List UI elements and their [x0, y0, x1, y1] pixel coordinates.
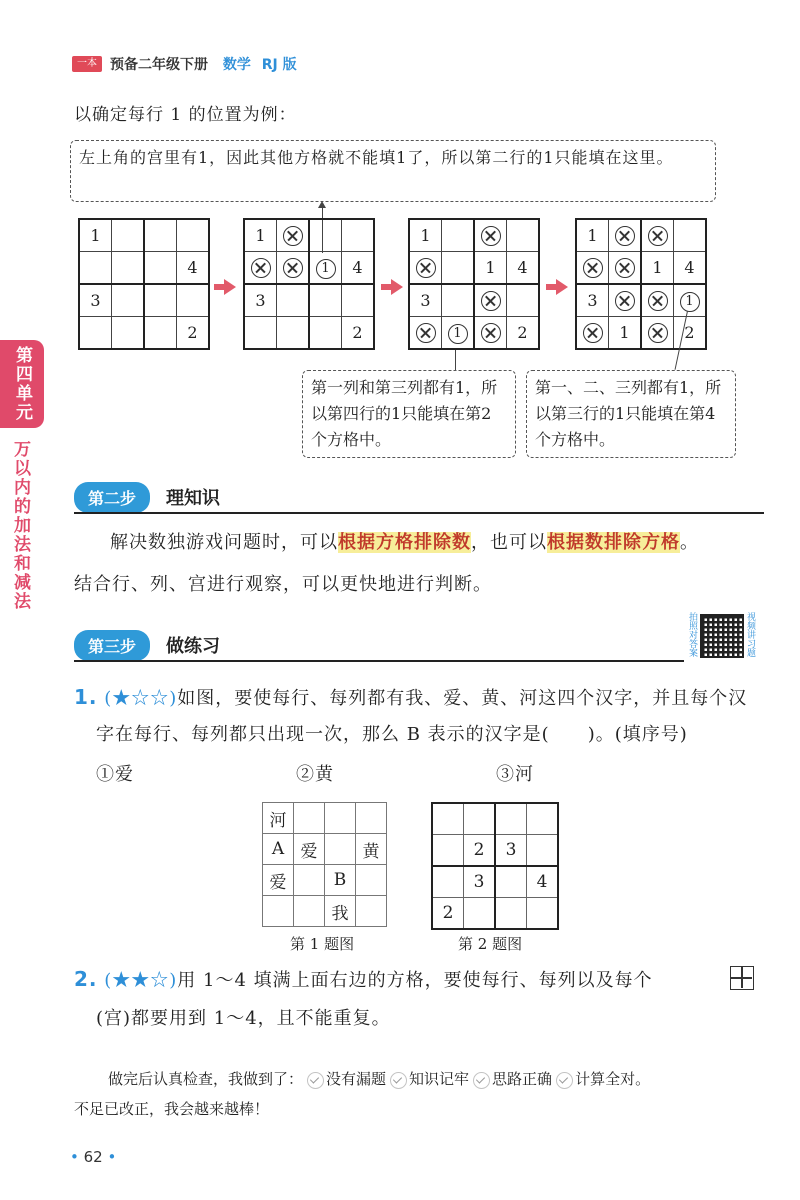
grid-cell: 黄: [356, 834, 387, 865]
grid-cell: [674, 284, 707, 317]
grid-cell: [309, 219, 342, 252]
grid-cell: [495, 866, 527, 898]
grid-cell: 1: [79, 219, 112, 252]
cross-circle-icon: [481, 226, 501, 246]
cross-circle-icon: [416, 258, 436, 278]
step3-rule: [74, 660, 684, 662]
figure-2-caption: 第 2 题图: [458, 935, 523, 953]
grid-cell: 1: [576, 219, 609, 252]
grid-cell: 爱: [263, 865, 294, 896]
cross-circle-icon: [251, 258, 271, 278]
para-text-1: 解决数独游戏问题时，可以: [110, 532, 338, 553]
cross-circle-icon: [283, 258, 303, 278]
q2-text1: 用 1～4 填满上面右边的方格，要使每行、每列以及每个: [177, 970, 653, 991]
checklist: [108, 1068, 650, 1089]
page-number: • 62 •: [70, 1148, 117, 1166]
grid-cell: 3: [409, 284, 442, 317]
grid-cell: [641, 284, 674, 317]
grid-cell: 4: [674, 252, 707, 285]
grid-cell: [674, 219, 707, 252]
logo: 一本: [72, 56, 102, 72]
figure-1-grid: [262, 802, 387, 927]
note-top: 左上角的宫里有1，因此其他方格就不能填1了，所以第二行的1只能填在这里。: [70, 140, 716, 202]
page-number-value: 62: [83, 1148, 103, 1166]
grid-cell: 我: [325, 896, 356, 927]
grid-cell: [177, 284, 210, 317]
q1-text1: 如图，要使每行、每列都有我、爱、黄、河这四个汉字，并且每个汉: [177, 688, 748, 709]
grid-cell: 2: [432, 898, 464, 930]
step2-rule: [74, 512, 764, 514]
checklist-item: 知识记牢: [409, 1070, 470, 1088]
figure-1-caption: 第 1 题图: [290, 935, 355, 953]
q1-stars: (★☆☆): [104, 688, 178, 709]
grid-cell: [112, 252, 145, 285]
grid-cell: [432, 866, 464, 898]
grid-cell: [177, 219, 210, 252]
grid-cell: [263, 896, 294, 927]
grid-cell: 河: [263, 803, 294, 834]
step3-badge: 第三步: [74, 630, 150, 661]
q1-line1: [74, 684, 784, 712]
check-icon[interactable]: [307, 1072, 324, 1089]
checklist-item: 思路正确: [492, 1070, 553, 1088]
grid-cell: [474, 317, 507, 350]
grid-cell: [442, 219, 475, 252]
grid-cell: [474, 284, 507, 317]
grid-cell: [112, 317, 145, 350]
qr-label-right: 视频讲习题: [745, 612, 755, 657]
grid-cell: [609, 284, 642, 317]
cross-circle-icon: [615, 291, 635, 311]
cross-circle-icon: [648, 226, 668, 246]
example-grid-2: [243, 218, 375, 350]
grid-cell: [325, 803, 356, 834]
grid-cell: [144, 284, 177, 317]
q1-number: 1.: [74, 685, 98, 709]
grid-cell: 2: [674, 317, 707, 350]
check-icon[interactable]: [556, 1072, 573, 1089]
checklist-lead: 做完后认真检查，我做到了：: [108, 1070, 304, 1088]
arrow-1: [214, 279, 236, 295]
grid-cell: 爱: [294, 834, 325, 865]
grid-cell: 1: [474, 252, 507, 285]
grid-cell: [342, 219, 375, 252]
grid-cell: [244, 252, 277, 285]
book-title: 预备二年级下册: [110, 57, 208, 73]
grid-cell: [576, 252, 609, 285]
grid-cell: 2: [464, 835, 496, 867]
grid-cell: [442, 252, 475, 285]
grid-cell: [294, 865, 325, 896]
circled-one: 1: [680, 292, 700, 312]
grid-cell: [244, 317, 277, 350]
circled-one: 1: [316, 259, 336, 279]
grid-cell: [409, 317, 442, 350]
grid-cell: [432, 835, 464, 867]
grid-cell: 2: [507, 317, 540, 350]
grid-cell: [527, 898, 559, 930]
cross-circle-icon: [283, 226, 303, 246]
figure-2-grid: [431, 802, 559, 930]
grid-cell: [356, 896, 387, 927]
q2-number: 2.: [74, 967, 98, 991]
grid-cell: 3: [79, 284, 112, 317]
intro-text: 以确定每行 1 的位置为例：: [74, 105, 297, 125]
cross-circle-icon: [583, 323, 603, 343]
q1-line2: 字在每行、每列都只出现一次，那么 B 表示的汉字是( )。(填序号): [96, 724, 688, 745]
grid-cell: [277, 219, 310, 252]
grid-cell: 4: [342, 252, 375, 285]
q1-option-1: ①爱: [96, 764, 134, 785]
grid-cell: [309, 284, 342, 317]
grid-cell: [144, 219, 177, 252]
circled-one: 1: [448, 324, 468, 344]
grid-cell: [79, 252, 112, 285]
q2-line2: (宫)都要用到 1～4，且不能重复。: [96, 1008, 391, 1029]
grid-cell: [609, 252, 642, 285]
grid-cell: A: [263, 834, 294, 865]
grid-cell: 1: [609, 317, 642, 350]
step2-badge: 第二步: [74, 482, 150, 513]
grid-cell: 4: [177, 252, 210, 285]
unit-topic: 万以内的加法和减法: [10, 440, 30, 611]
grid-cell: [507, 284, 540, 317]
grid-cell: [277, 252, 310, 285]
cross-circle-icon: [615, 226, 635, 246]
highlight-1: 根据方格排除数: [338, 532, 471, 553]
grid-cell: [79, 317, 112, 350]
note-right: 第一、二、三列都有1，所以第三行的1只能填在第4个方格中。: [526, 370, 736, 458]
grid-cell: [641, 317, 674, 350]
edition: RJ 版: [261, 57, 297, 73]
grid-cell: [527, 803, 559, 835]
grid-cell: [356, 865, 387, 896]
knowledge-para: [74, 530, 774, 556]
grid-cell: [112, 284, 145, 317]
grid-cell: 2: [342, 317, 375, 350]
grid-cell: [527, 835, 559, 867]
grid-cell: [507, 219, 540, 252]
grid-cell: [294, 803, 325, 834]
cross-circle-icon: [648, 291, 668, 311]
subject: 数学: [222, 57, 251, 73]
arrow-2: [381, 279, 403, 295]
grid-cell: [294, 896, 325, 927]
grid-cell: [432, 803, 464, 835]
grid-cell: 1: [244, 219, 277, 252]
cross-circle-icon: [416, 323, 436, 343]
grid-cell: [464, 898, 496, 930]
grid-cell: 3: [576, 284, 609, 317]
grid-cell: B: [325, 865, 356, 896]
grid-cell: [409, 252, 442, 285]
qr-code-icon[interactable]: [700, 614, 744, 658]
knowledge-line2: 结合行、列、宫进行观察，可以更快地进行判断。: [74, 574, 492, 595]
grid-cell: 4: [507, 252, 540, 285]
note-mid: 第一列和第三列都有1，所以第四行的1只能填在第2个方格中。: [302, 370, 516, 458]
grid-cell: [356, 803, 387, 834]
example-grid-3: [408, 218, 540, 350]
grid-cell: [277, 317, 310, 350]
cross-circle-icon: [615, 258, 635, 278]
grid-cell: [325, 834, 356, 865]
grid-cell: [342, 284, 375, 317]
q1-option-2: ②黄: [296, 764, 334, 785]
pointer-line-mid: [455, 350, 456, 372]
checklist-item: 没有漏题: [326, 1070, 387, 1088]
grid-cell: [576, 317, 609, 350]
grid-cell: [309, 252, 342, 285]
qr-label-left: 拍照对答案: [687, 612, 697, 657]
cross-circle-icon: [648, 323, 668, 343]
grid-cell: [442, 284, 475, 317]
check-icon[interactable]: [473, 1072, 490, 1089]
grid-cell: [144, 317, 177, 350]
q1-option-3: ③河: [496, 764, 534, 785]
grid-cell: [609, 219, 642, 252]
grid-cell: 3: [244, 284, 277, 317]
grid-cell: 3: [464, 866, 496, 898]
q2-line1: [74, 966, 724, 994]
grid-cell: [442, 317, 475, 350]
checklist-line2: 不足已改正，我会越来越棒！: [74, 1100, 270, 1118]
grid-cell: [495, 898, 527, 930]
pointer-arrow: [318, 201, 326, 208]
para-text-3: 。: [680, 532, 699, 553]
cross-circle-icon: [583, 258, 603, 278]
header-title: [110, 54, 297, 74]
checklist-item: 计算全对。: [575, 1070, 651, 1088]
cross-circle-icon: [481, 291, 501, 311]
grid-cell: [641, 219, 674, 252]
check-icon[interactable]: [390, 1072, 407, 1089]
step2-title: 理知识: [166, 488, 220, 509]
step3-title: 做练习: [166, 636, 220, 657]
unit-tab: 第四单元: [0, 340, 44, 428]
para-text-2: ，也可以: [471, 532, 547, 553]
grid-cell: 1: [409, 219, 442, 252]
arrow-3: [546, 279, 568, 295]
grid-cell: 1: [641, 252, 674, 285]
grid-cell: [309, 317, 342, 350]
grid-cell: [474, 219, 507, 252]
grid-cell: [277, 284, 310, 317]
grid-cell: [464, 803, 496, 835]
grid-cell: 4: [527, 866, 559, 898]
q2-stars: (★★☆): [104, 970, 178, 991]
grid-cell: [495, 803, 527, 835]
example-grid-1: [78, 218, 210, 350]
example-grid-4: [575, 218, 707, 350]
grid-cell: [144, 252, 177, 285]
highlight-2: 根据数排除方格: [547, 532, 680, 553]
grid-cell: 2: [177, 317, 210, 350]
grid-cell: [112, 219, 145, 252]
grid-cell: 3: [495, 835, 527, 867]
palace-icon: [730, 966, 754, 990]
cross-circle-icon: [481, 323, 501, 343]
